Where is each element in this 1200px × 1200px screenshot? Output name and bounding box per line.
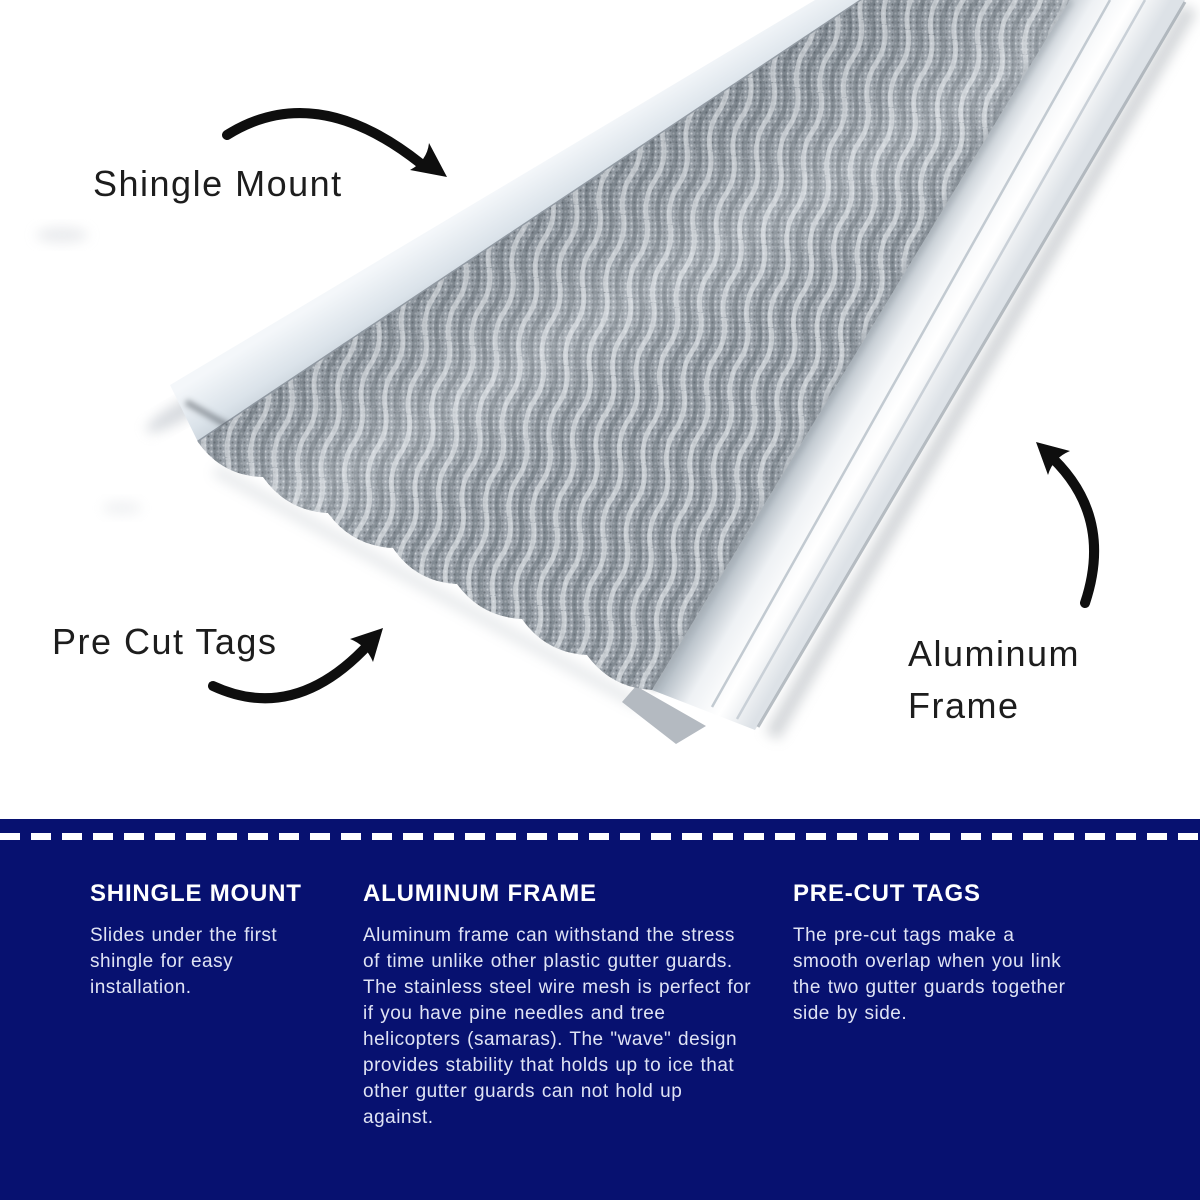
feature-columns	[0, 840, 1200, 1131]
feature-column-aluminum-frame	[363, 880, 775, 1131]
background-smudges	[36, 227, 142, 515]
feature-info-panel	[0, 819, 1200, 1200]
shingle-mount-label: Shingle Mount	[93, 163, 343, 204]
pre-cut-tags-arrow-icon	[205, 598, 405, 728]
aluminum-frame-label: Aluminum Frame	[908, 633, 1081, 726]
feature-column-shingle-mount	[90, 880, 345, 1131]
feature-heading: SHINGLE MOUNT	[90, 880, 302, 907]
feature-heading: PRE-CUT TAGS	[793, 880, 981, 907]
dashed-divider	[0, 833, 1200, 840]
shingle-mount-arrow-icon	[215, 85, 455, 195]
feature-body: Aluminum frame can withstand the stress of time unlike other plastic gutter guards. The stainless steel wire mesh is perfect for if you have pine needles and tree helicopters (samaras). The "wave" design provides stability that holds up to ice that other gutter guards can not hold up against.	[363, 925, 752, 1128]
feature-body: The pre-cut tags make a smooth overlap when you link the two gutter guards together side by side.	[793, 925, 1066, 1024]
pre-cut-tags-label: Pre Cut Tags	[52, 621, 278, 662]
aluminum-frame-arrow-icon	[1000, 418, 1130, 618]
feature-column-pre-cut-tags	[793, 880, 1105, 1131]
feature-heading: ALUMINUM FRAME	[363, 880, 597, 907]
feature-body: Slides under the first shingle for easy installation.	[90, 925, 278, 998]
